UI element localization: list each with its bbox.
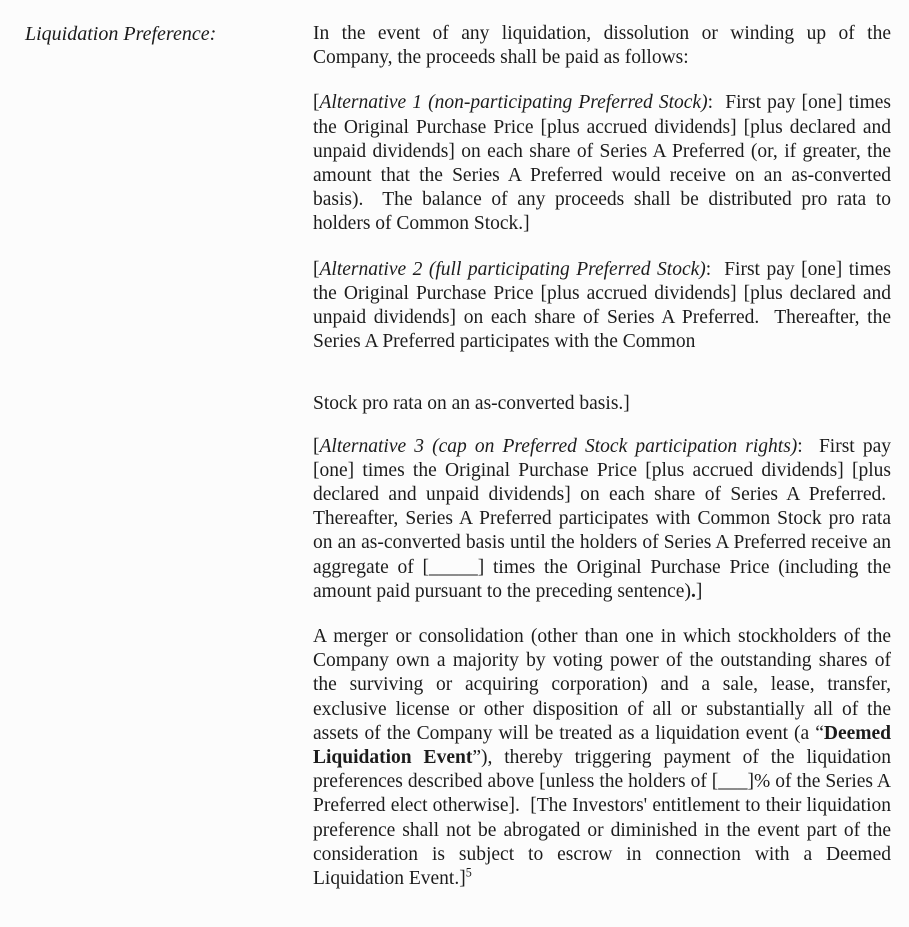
footnote-reference-5: 5 <box>465 865 472 880</box>
alternative-2-lead: Alternative 2 (full participating Preferred Stock) <box>319 258 706 280</box>
deemed-liquidation-text-1: A merger or consolidation (other than one in which stockholders of the Company own a majority by voting power of the outstanding shares of the surviving or acquiring corporation) and a sale, lease, transfer, exclusive license or other disposition of all or substantially all of the assets of the Company will be treated as a liquidation event (a “ <box>313 626 891 744</box>
deemed-liquidation-event-term: Deemed Liquidation Event <box>313 722 891 769</box>
deemed-liquidation-text-2: ”), thereby triggering payment of the liquidation preferences described above [unless the holders of [___]% of the Series A Preferred elect otherwise]. [The Investors' entitlement to their liquidation preference shall not be abrogated or diminished in the event part of the consideration is subject to escrow in connection with a Deemed Liquidation Event.] <box>313 747 891 890</box>
alternative-3-body: : First pay [one] times the Original Purchase Price [plus accrued dividends] [plus declared and unpaid dividends] on each share of Series A Preferred. Thereafter, Series A Preferred participates with Common Stock pro rata on an as-converted basis until the holders of Series A Preferred receive an aggregate of [_____] times the Original Purchase Price (including the amount paid pursuant to the preceding sentence) <box>313 435 891 602</box>
content-column <box>313 22 891 891</box>
paragraph-intro: In the event of any liquidation, dissolution or winding up of the Company, the proceeds shall be paid as follows: <box>313 23 891 69</box>
paragraph-alternative-2-continuation: Stock pro rata on an as-converted basis.] <box>313 393 630 415</box>
alternative-2-open-bracket: [ <box>313 258 320 280</box>
paragraph-alternative-3 <box>313 435 891 604</box>
alternative-1-open-bracket: [ <box>313 92 320 114</box>
paragraph-alternative-1 <box>313 91 891 236</box>
alternative-1-body: : First pay [one] times the Original Purchase Price [plus accrued dividends] [plus declared and unpaid dividends] on each share of Series A Preferred (or, if greater, the amount that the Series A Preferred would receive on an as-converted basis). The balance of any proceeds shall be distributed pro rata to holders of Common Stock.] <box>313 92 891 235</box>
alternative-3-open-bracket: [ <box>313 435 320 457</box>
paragraph-alternative-2 <box>313 258 891 355</box>
alternative-2-body: : First pay [one] times the Original Purchase Price [plus accrued dividends] [plus declared and unpaid dividends] on each share of Series A Preferred. Thereafter, the Series A Preferred participates with the Common <box>313 258 891 353</box>
alternative-1-lead: Alternative 1 (non-participating Preferred Stock) <box>319 92 708 114</box>
term-label: Liquidation Preference: <box>25 23 217 45</box>
paragraph-deemed-liquidation <box>313 625 891 891</box>
alternative-3-close-bracket: ] <box>695 580 703 602</box>
alternative-3-lead: Alternative 3 (cap on Preferred Stock participation rights) <box>319 435 798 457</box>
alternative-3-bold-period: . <box>690 580 696 602</box>
